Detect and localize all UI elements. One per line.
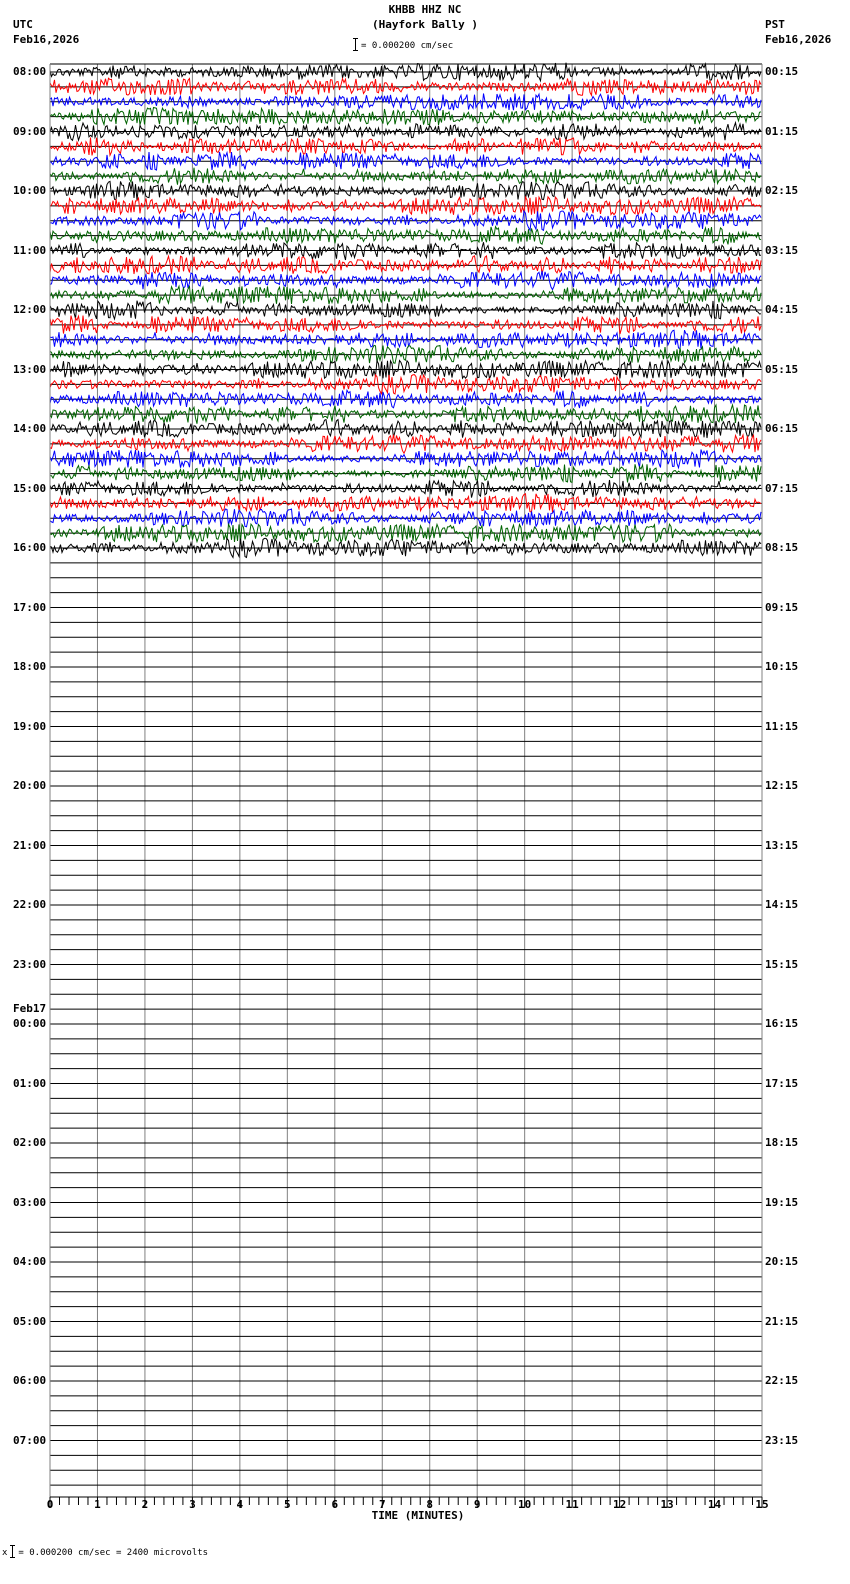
footer-scale-text: = 0.000200 cm/sec = 2400 microvolts xyxy=(18,1548,209,1558)
utc-hour-label: 04:00 xyxy=(13,1255,47,1268)
seismic-trace xyxy=(50,361,761,379)
utc-hour-label: 21:00 xyxy=(13,838,47,852)
x-tick-label: 7 xyxy=(378,1498,386,1511)
utc-hour-label: 01:00 xyxy=(13,1076,47,1090)
utc-hour-label: 10:00 xyxy=(13,184,47,197)
pst-hour-label: 15:15 xyxy=(765,957,799,971)
pst-hour-label: 13:15 xyxy=(765,838,799,852)
date-change-label: Feb17 xyxy=(13,1002,47,1015)
left-date: Feb16,2026 xyxy=(13,33,80,46)
utc-hour-label: 12:00 xyxy=(13,303,47,316)
x-tick-label: 9 xyxy=(473,1498,481,1511)
x-axis-label: TIME (MINUTES) xyxy=(371,1509,465,1522)
pst-hour-label: 02:15 xyxy=(765,184,799,197)
x-tick-label: 5 xyxy=(284,1498,291,1511)
x-tick-label: 8 xyxy=(426,1498,434,1511)
pst-hour-label: 11:15 xyxy=(765,719,799,733)
x-tick-label: 10 xyxy=(518,1498,532,1511)
x-tick-label: 6 xyxy=(331,1498,339,1511)
x-tick-label: 11 xyxy=(565,1498,579,1511)
right-timezone: PST xyxy=(765,18,785,31)
pst-hour-label: 12:15 xyxy=(765,779,799,792)
pst-hour-label: 06:15 xyxy=(765,422,799,435)
amplitude-scale xyxy=(350,38,453,51)
pst-hour-label: 01:15 xyxy=(765,124,799,138)
pst-hour-label: 07:15 xyxy=(765,481,799,495)
utc-hour-label: 03:00 xyxy=(13,1195,47,1209)
station-title: KHBB HHZ NC xyxy=(388,3,462,16)
utc-hour-label: 20:00 xyxy=(13,779,47,792)
pst-hour-label: 03:15 xyxy=(765,243,799,257)
pst-hour-label: 10:15 xyxy=(765,660,799,673)
x-tick-label: 0 xyxy=(46,1498,54,1511)
utc-hour-label: 14:00 xyxy=(13,422,47,435)
utc-hour-label: 18:00 xyxy=(13,660,47,673)
utc-hour-label: 17:00 xyxy=(13,600,47,614)
pst-hour-label: 09:15 xyxy=(765,600,799,614)
pst-hour-label: 20:15 xyxy=(765,1255,799,1268)
x-tick-label: 1 xyxy=(94,1498,101,1511)
x-tick-label: 15 xyxy=(755,1498,769,1511)
utc-hour-label: 15:00 xyxy=(13,481,47,495)
utc-hour-label: 11:00 xyxy=(13,243,47,257)
pst-hour-label: 00:15 xyxy=(765,65,799,78)
x-tick-label: 12 xyxy=(612,1498,627,1511)
utc-hour-label: 06:00 xyxy=(13,1374,47,1387)
amplitude-scale-text: = 0.000200 cm/sec xyxy=(361,41,454,51)
x-tick-label: 2 xyxy=(141,1498,149,1511)
pst-hour-label: 16:15 xyxy=(765,1017,799,1030)
pst-hour-label: 22:15 xyxy=(765,1374,799,1387)
pst-hour-label: 18:15 xyxy=(765,1136,799,1149)
x-tick-label: 14 xyxy=(707,1498,722,1511)
footer-prefix: x xyxy=(2,1548,8,1558)
pst-hour-label: 21:15 xyxy=(765,1314,799,1328)
utc-hour-label: 19:00 xyxy=(13,719,47,733)
footer-scale-bar-icon xyxy=(10,1545,15,1558)
utc-hour-label: 13:00 xyxy=(13,362,47,376)
utc-hour-label: 08:00 xyxy=(13,65,47,78)
pst-hour-label: 05:15 xyxy=(765,362,799,376)
x-tick-label: 4 xyxy=(236,1498,244,1511)
utc-hour-label: 16:00 xyxy=(13,541,47,554)
station-location: (Hayfork Bally ) xyxy=(372,18,478,31)
utc-hour-label: 02:00 xyxy=(13,1136,47,1149)
utc-hour-label: 23:00 xyxy=(13,957,47,971)
utc-hour-label: 05:00 xyxy=(13,1314,47,1328)
right-date: Feb16,2026 xyxy=(765,33,832,46)
pst-hour-label: 23:15 xyxy=(765,1433,799,1447)
pst-hour-label: 04:15 xyxy=(765,303,799,316)
utc-hour-label: 00:00 xyxy=(13,1017,47,1030)
pst-hour-label: 14:15 xyxy=(765,898,799,911)
utc-hour-label: 22:00 xyxy=(13,898,47,911)
footer-scale xyxy=(2,1545,208,1558)
scale-bar-icon xyxy=(353,38,358,51)
pst-hour-label: 17:15 xyxy=(765,1076,799,1090)
x-tick-label: 3 xyxy=(189,1498,196,1511)
pst-hour-label: 19:15 xyxy=(765,1195,799,1209)
seismic-trace xyxy=(50,242,761,260)
pst-hour-label: 08:15 xyxy=(765,541,799,554)
utc-hour-label: 07:00 xyxy=(13,1433,47,1447)
left-timezone: UTC xyxy=(13,18,33,31)
x-tick-label: 13 xyxy=(660,1498,674,1511)
utc-hour-label: 09:00 xyxy=(13,124,47,138)
